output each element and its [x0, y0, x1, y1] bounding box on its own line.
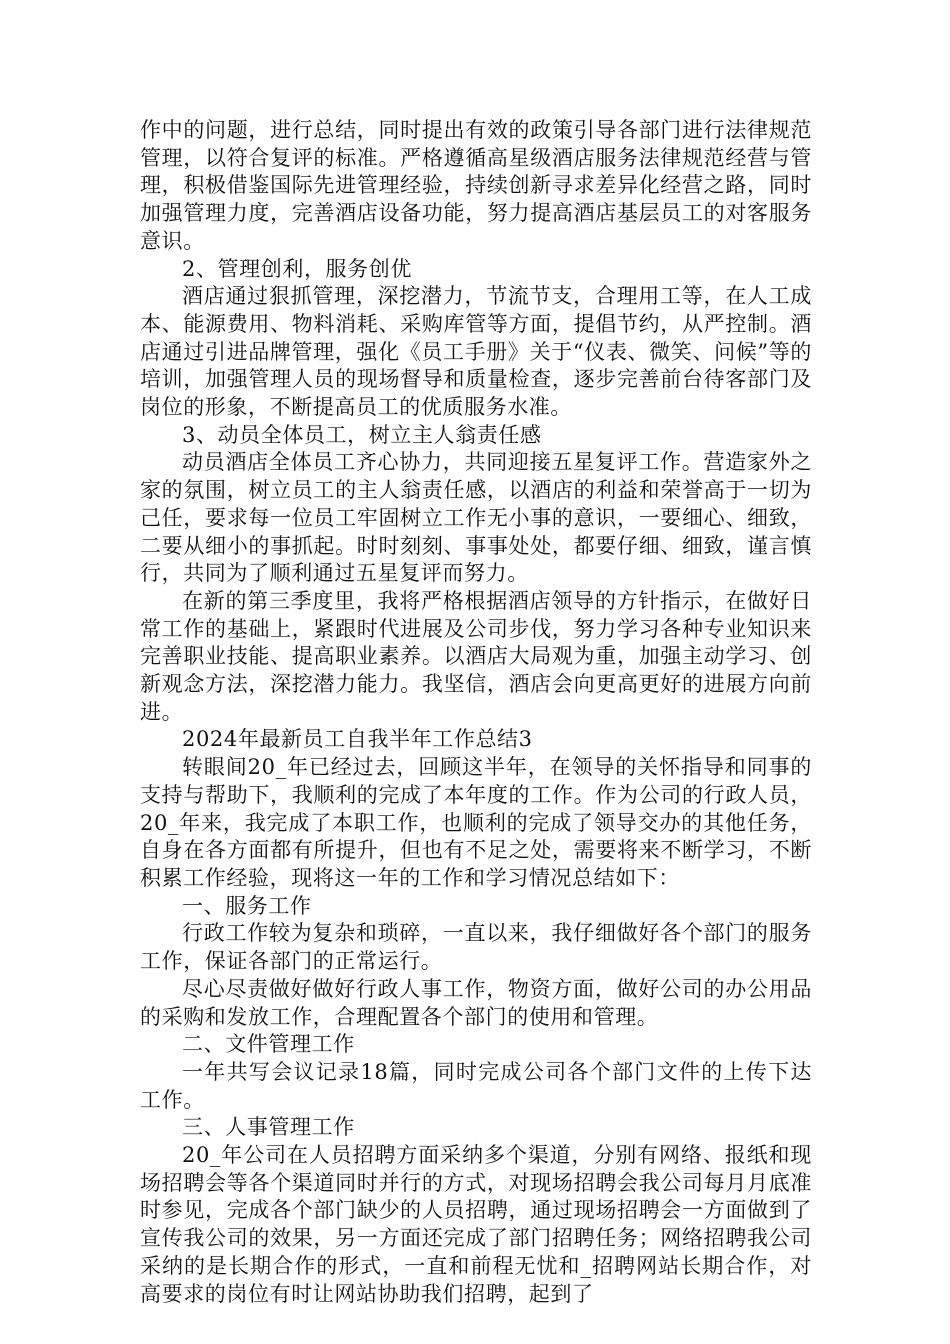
- section-heading-2: 2、管理创利，服务创优: [182, 256, 412, 281]
- section-heading-3: 3、动员全体员工，树立主人翁责任感: [182, 422, 542, 447]
- paragraph-9: 20_年公司在人员招聘方面采纳多个渠道，分别有网络、报纸和现场招聘会等各个渠道同时并行的方式，对现场招聘会我公司每月月底准时参见，完成各个部门缺少的人员招聘，通过现场招聘会一方面做到了宣传我公司的效果，另一方面还完成了部门招聘任务；网络招聘我公司采纳的是长期合作的形式，一直和前程无忧和_招聘网站长期合作，对高要求的岗位有时让网站协助我们招聘，起到了: [140, 1143, 812, 1306]
- paragraph-7: 尽心尽责做好做好行政人事工作，物资方面，做好公司的办公用品的采购和发放工作，合理配置各个部门的使用和管理。: [140, 976, 812, 1029]
- section-heading-files: 二、文件管理工作: [182, 1032, 355, 1057]
- paragraph-1: 作中的问题，进行总结，同时提出有效的政策引导各部门进行法律规范管理，以符合复评的标准。严格遵循高星级酒店服务法律规范经营与管理，积极借鉴国际先进管理经验，持续创新寻求差异化经营之路，同时加强管理力度，完善酒店设备功能，努力提高酒店基层员工的对客服务意识。: [140, 118, 812, 253]
- document-page: [140, 117, 812, 1308]
- paragraph-6: 行政工作较为复杂和琐碎，一直以来，我仔细做好各个部门的服务工作，保证各部门的正常运行。: [140, 921, 812, 974]
- paragraph-2: 酒店通过狠抓管理，深挖潜力，节流节支，合理用工等，在人工成本、能源费用、物料消耗、采购库管等方面，提倡节约，从严控制。酒店通过引进品牌管理，强化《员工手册》关于“仪表、微笑、问候”等的培训，加强管理人员的现场督导和质量检查，逐步完善前台待客部门及岗位的形象，不断提高员工的优质服务水准。: [140, 284, 812, 420]
- paragraph-5: 转眼间20_年已经过去，回顾这半年，在领导的关怀指导和同事的支持与帮助下，我顺利的完成了本年度的工作。作为公司的行政人员，20_年来，我完成了本职工作，也顺利的完成了领导交办的其他任务，自身在各方面都有所提升，但也有不足之处，需要将来不断学习，不断积累工作经验，现将这一年的工作和学习情况总结如下：: [140, 755, 812, 890]
- article-title: 2024年最新员工自我半年工作总结3: [182, 727, 533, 752]
- paragraph-4: 在新的第三季度里，我将严格根据酒店领导的方针指示，在做好日常工作的基础上，紧跟时代进展及公司步伐，努力学习各种专业知识来完善职业技能、提高职业素养。以酒店大局观为重，加强主动学习、创新观念方法，深挖潜力能力。我坚信，酒店会向更高更好的进展方向前进。: [140, 588, 812, 724]
- section-heading-service: 一、服务工作: [182, 893, 312, 918]
- paragraph-3: 动员酒店全体员工齐心协力，共同迎接五星复评工作。营造家外之家的氛围，树立员工的主人翁责任感，以酒店的利益和荣誉高于一切为己任，要求每一位员工牢固树立工作无小事的意识，一要细心、细致，二要从细小的事抓起。时时刻刻、事事处处，都要仔细、细致，谨言慎行，共同为了顺利通过五星复评而努力。: [140, 450, 812, 586]
- paragraph-8: 一年共写会议记录18篇，同时完成公司各个部门文件的上传下达工作。: [140, 1059, 812, 1112]
- section-heading-hr: 三、人事管理工作: [182, 1115, 355, 1140]
